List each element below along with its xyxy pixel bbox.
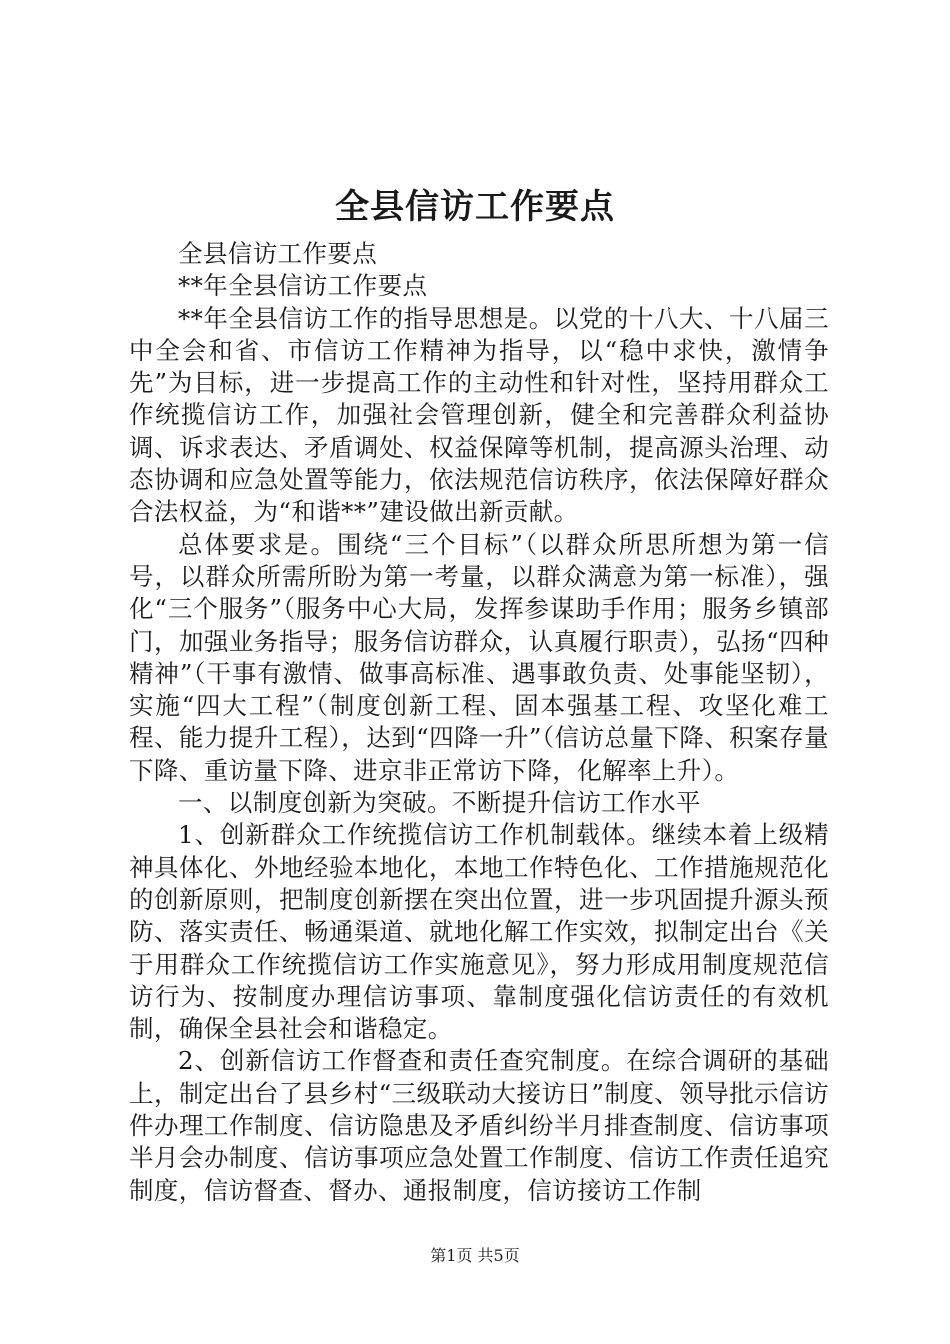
paragraph-overall-requirements: 总体要求是。围绕“三个目标”（以群众所思所想为第一信号，以群众所需所盼为第一考量，以群众满意为第一标准），强化“三个服务”（服务中心大局，发挥参谋助手作用；服务乡镇部门，加强业务指导；服务信访群众，认真履行职责），弘扬“四种精神”（干事有激情、做事高标准、遇事敢负责、处事能坚韧），实施“四大工程”（制度创新工程、固本强基工程、攻坚化难工程、能力提升工程），达到“四降一升”（信访总量下降、积案存量下降、重访量下降、进京非正常访下降，化解率上升）。 bbox=[129, 529, 829, 785]
section-heading-1: 一、以制度创新为突破。不断提升信访工作水平 bbox=[178, 788, 701, 818]
paragraph-item-1: 1、创新群众工作统揽信访工作机制载体。继续本着上级精神具体化、外地经验本地化，本地工作特色化、工作措施规范化的创新原则，把制度创新摆在突出位置，进一步巩固提升源头预防、落实责任、畅通渠道、就地化解工作实效，拟制定出台《关于用群众工作统揽信访工作实施意见》，努力形成用制度规范信访行为、按制度办理信访事项、靠制度强化信访责任的有效机制，确保全县社会和谐稳定。 bbox=[129, 820, 829, 1044]
paragraph-subtitle: 全县信访工作要点 bbox=[178, 239, 378, 268]
paragraph-guiding-thought: **年全县信访工作的指导思想是。以党的十八大、十八届三中全会和省、市信访工作精神为指导，以“稳中求快，激情争先”为目标，进一步提高工作的主动性和针对性，坚持用群众工作统揽信访工作，加强社会管理创新，健全和完善群众利益协调、诉求表达、矛盾调处、权益保障等机制，提高源头治理、动态协调和应急处置等能力，依法规范信访秩序，依法保障好群众合法权益，为“和谐**”建设做出新贡献。 bbox=[129, 303, 829, 527]
paragraph-year-heading: **年全县信访工作要点 bbox=[178, 271, 428, 301]
document-body bbox=[129, 238, 829, 1207]
document-title: 全县信访工作要点 bbox=[335, 187, 615, 227]
page-number-footer: 第1页 共5页 bbox=[430, 1246, 520, 1265]
paragraph-item-2: 2、创新信访工作督查和责任查究制度。在综合调研的基础上，制定出台了县乡村“三级联动大接访日”制度、领导批示信访件办理工作制度、信访隐患及矛盾纠纷半月排查制度、信访事项半月会办制度、信访事项应急处置工作制度、信访工作责任追究制度，信访督查、督办、通报制度，信访接访工作制 bbox=[129, 1046, 829, 1205]
